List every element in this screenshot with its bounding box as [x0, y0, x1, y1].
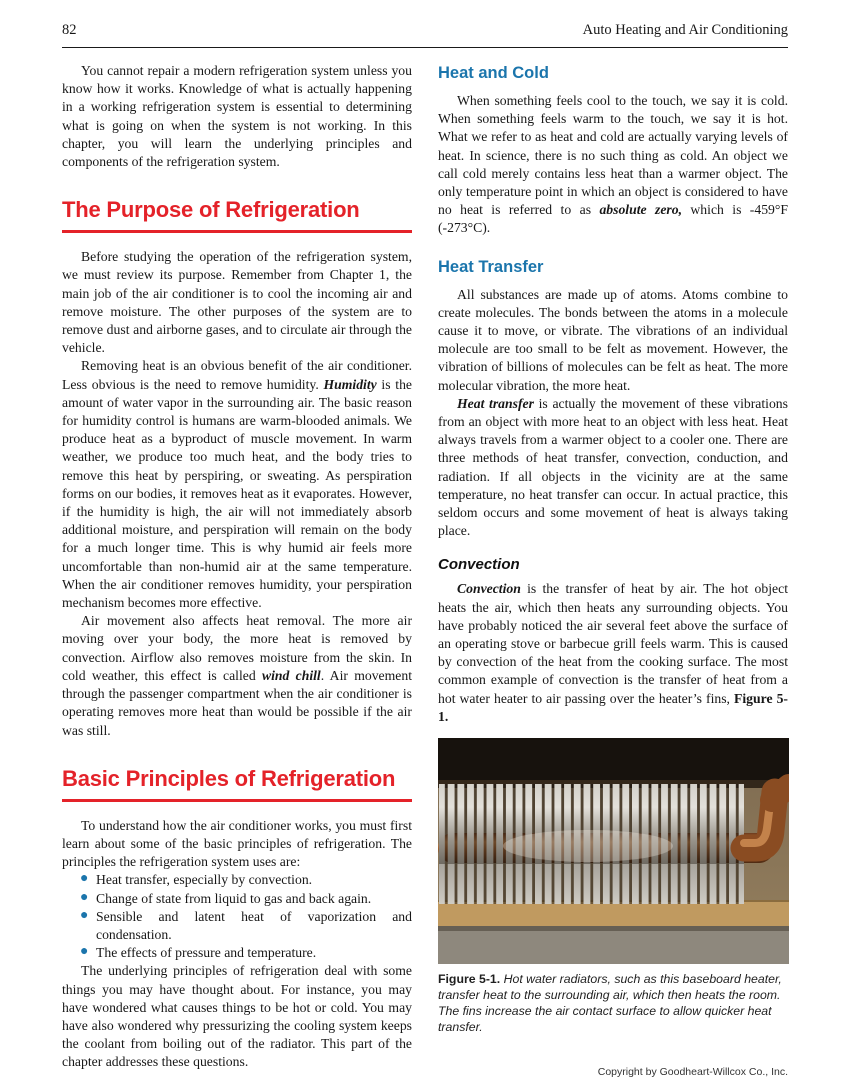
list-item-text: Sensible and latent heat of vaporization and condensation. [96, 908, 412, 942]
subheading-convection: Convection [438, 556, 520, 574]
term-absolute-zero: absolute zero, [599, 202, 682, 218]
text-segment: is actually the movement of these vibrations from an object with more heat to an object with less heat. Heat always travels from a warmer object to a cooler one. There are three methods of heat transfer, convection, conduction, and radiation. If all objects in the vicinity are at the same temperature, no heat transfer can occur. In actual practice, this seldom occurs and some movement of heat is always taking place. [438, 395, 788, 539]
page-header [62, 22, 788, 39]
text-segment: is the transfer of heat by air. The hot object heats the air, which then heats any surrounding objects. You have probably noticed the air several feet above the surface of an operating stove or barbecue grill feels warm. This is caused by convection of the heat from the cooking surface. The most common example of convection is the transfer of heat from a hot water heater to air passing over the heater’s fins, [438, 581, 788, 706]
figure-5-1 [438, 738, 788, 1035]
paragraph [438, 395, 788, 541]
list-item [62, 890, 412, 908]
right-column [438, 62, 788, 1072]
figure-5-1-image [438, 738, 789, 964]
list-item [62, 908, 412, 944]
list-item [62, 871, 412, 889]
bullet-icon: ● [80, 889, 89, 905]
text-segment: which is -459°F (-273°C). [438, 202, 788, 236]
figure-caption-text: Hot water radiators, such as this baseboard heater, transfer heat to the surrounding air, which then heats the room. The fins increase the air contact surface to allow quicker heat transfer. [438, 972, 782, 1035]
text-segment: Removing heat is an obvious benefit of the air conditioner. Less obvious is the need to remove humidity. [62, 358, 412, 392]
bullet-icon: ● [80, 907, 89, 923]
text-segment: . Air movement through the passenger compartment when the air conditioner is operating removes more heat than would be possible if the air was still. [62, 667, 412, 738]
list-item-text: Change of state from liquid to gas and back again. [96, 890, 372, 906]
bullet-icon: ● [80, 944, 89, 960]
text-segment: Air movement also affects heat removal. The more air moving over your body, the more heat is removed by convection. Airflow also removes moisture from the skin. In cold weather, this effect is called [62, 613, 412, 683]
figure-caption [438, 971, 788, 1035]
term-convection: Convection [457, 581, 521, 597]
term-wind-chill: wind chill [261, 667, 321, 683]
intro-paragraph: You cannot repair a modern refrigeration system unless you know how it works. Knowledge of what is actually happening in a working refrigeration system is essential to determining what is going on when the system is not working. In this chapter, you will learn the underlying principles and components of the refrigeration system. [62, 63, 412, 170]
paragraph [62, 357, 412, 612]
list-item-text: Heat transfer, especially by convection. [96, 872, 313, 888]
paragraph: To understand how the air conditioner works, you must first learn about some of the basic principles of refrigeration. The principles the refrigeration system uses are: [62, 817, 412, 870]
heading-heat-transfer: Heat Transfer [438, 257, 544, 276]
heading-heat-and-cold: Heat and Cold [438, 64, 549, 82]
list-item [62, 944, 412, 962]
list-item-text: The effects of pressure and temperature. [96, 945, 317, 961]
principles-list [62, 871, 412, 962]
paragraph [438, 92, 788, 238]
paragraph: The underlying principles of refrigeration deal with some things you may have thought about. For instance, you may have wondered what causes things to be hot or cold. You may have also wondered why pressurizing the cooling system keeps the coolant from boiling out of the radiator. This part of the chapter addresses these questions. [62, 963, 412, 1070]
bullet-icon: ● [80, 871, 89, 887]
page-number: 82 [62, 22, 77, 38]
running-title: Auto Heating and Air Conditioning [582, 22, 788, 38]
text-segment: is the amount of water vapor in the surrounding air. The basic reason for humidity control is humans are warm-blooded animals. We produce heat as a byproduct of muscle movement. In warm weather, we produce too much heat, and the body tries to remove this heat by perspiring, or sweating. As perspiration forms on our bodies, it removes heat as it evaporates. However, if the humidity is high, the air will not immediately absorb additional moisture, and perspiration will remain on the body for a much longer time. This is why humid air feels more uncomfortable than non-humid air at the same temperature. When the air conditioner removes humidity, your perspiration mechanism becomes more effective. [62, 376, 412, 611]
paragraph: All substances are made up of atoms. Atoms combine to create molecules. The bonds between the atoms in a molecule cause it to move, or vibrate. The vibrations of an individual molecule are too small to be felt as movement. However, the vibration of billions of molecules can be felt as heat. The more molecular vibration, the more heat. [438, 286, 788, 393]
term-heat-transfer: Heat transfer [457, 395, 534, 411]
paragraph: Before studying the operation of the refrigeration system, we must review its purpose. Remember from Chapter 1, the main job of the air conditioner is to cool the incoming air and remove moisture. The other purposes of the system are to remove dust and airborne gases, and to circulate air through the vehicle. [62, 249, 412, 356]
section-title-purpose: The Purpose of Refrigeration [62, 197, 412, 233]
text-segment: When something feels cool to the touch, we say it is cold. When something feels warm to the touch, we say it is hot. What we refer to as heat and cold are actually varying levels of heat. In science, there is no such thing as cold. An object we call cold merely contains less heat than a warmer object. The only temperature point in which an object is considered to have no heat is referred to as [438, 93, 788, 218]
paragraph [438, 580, 788, 726]
figure-reference: Figure 5-1. [438, 690, 788, 724]
left-column [62, 62, 412, 1072]
copyright-notice: Copyright by Goodheart-Willcox Co., Inc. [597, 1066, 788, 1078]
term-humidity: Humidity [323, 376, 377, 392]
figure-caption-label: Figure 5-1. [438, 972, 501, 987]
text-columns [62, 62, 788, 1072]
paragraph [62, 612, 412, 739]
header-rule [62, 47, 788, 48]
section-title-principles: Basic Principles of Refrigeration [62, 766, 412, 802]
